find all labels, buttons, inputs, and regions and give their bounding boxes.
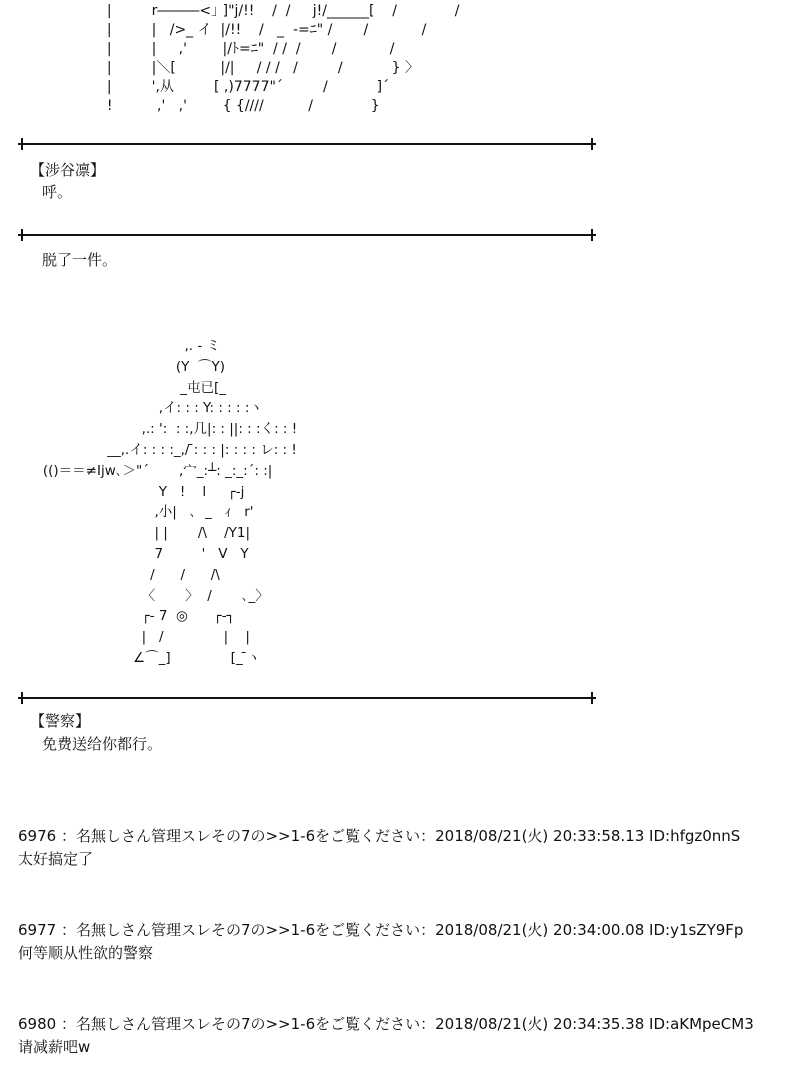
ascii-art-figure: [30, 336, 297, 669]
art-line: ∠⌒_] [_ ̄ヽ: [30, 649, 261, 666]
divider-cap: [21, 138, 23, 150]
art-line: ,小| ､ _ ｨ r': [30, 504, 254, 521]
post-body: 何等顺从性欲的警察: [18, 944, 154, 962]
art-line: ,. - ミ: [30, 338, 221, 354]
speaker-label: 【涉谷凛】: [30, 161, 106, 179]
post-body: 太好搞定了: [18, 850, 94, 868]
art-line: (Y ⌒Y): [30, 358, 226, 375]
art-line: _屯已[_: [30, 379, 226, 396]
dialogue-line: 呼。: [42, 183, 73, 201]
art-line: __,.イ: : : :_,/ ̄: : : |: : : : レ: : !: [30, 441, 297, 458]
art-line: / / /\: [30, 566, 220, 583]
speaker-label: 【警察】: [30, 712, 91, 730]
art-line: | | /\ /Y1|: [30, 525, 251, 542]
art-line: ! ,' ,' { {//// / }: [98, 98, 380, 114]
art-line: | / | |: [30, 629, 250, 646]
art-line: | ',从 [ ,)7777"´ / ]´: [98, 79, 390, 95]
divider-bar: [18, 697, 596, 699]
ascii-art-top: [98, 2, 460, 116]
divider-bar: [18, 143, 596, 145]
divider-rule: [18, 692, 596, 704]
art-line: ,.: ': : :,几|: : ||: : :く: : !: [30, 421, 298, 438]
art-line: | | ,' |/ﾄ=ﾆ" / / / / /: [98, 41, 395, 57]
divider-rule: [18, 229, 596, 241]
post-header: 6980 ：名無しさん管理スレその7の>>1-6をご覧ください：2018/08/21(火) 20:34:35.38 ID:aKMpeCM3: [18, 1015, 754, 1033]
divider-rule: [18, 138, 596, 150]
art-line: | | />_ イ |/!! / _ -=ﾆ" / / /: [98, 22, 427, 38]
divider-bar: [18, 234, 596, 236]
art-line: 〈 〉 / ､_〉: [30, 587, 269, 604]
divider-cap: [591, 229, 593, 241]
art-line: ,イ: : : Y: : : : :ヽ: [30, 400, 263, 417]
divider-cap: [591, 692, 593, 704]
divider-cap: [591, 138, 593, 150]
post-header: 6976 ：名無しさん管理スレその7の>>1-6をご覧ください：2018/08/21(火) 20:33:58.13 ID:hfgz0nnS: [18, 827, 741, 845]
art-line: | |＼[ |/| / / / / / } 〉: [98, 60, 419, 76]
divider-cap: [21, 229, 23, 241]
art-line: (()＝＝≠Ijw､＞"´ ,宀_:┴: _:_:´: :|: [30, 462, 273, 479]
art-line: | r―――<｣ ]"j/!! / / j!/______[ / /: [98, 3, 460, 19]
narration-line: 脱了一件。: [42, 251, 118, 269]
art-line: ┌‐ 7 ◎ ┌‐┐: [30, 608, 235, 625]
post-body: 请减薪吧w: [18, 1038, 91, 1056]
divider-cap: [21, 692, 23, 704]
art-line: 7 ' V Y: [30, 545, 249, 562]
dialogue-line: 免费送给你都行。: [42, 735, 163, 753]
post-header: 6977 ：名無しさん管理スレその7の>>1-6をご覧ください：2018/08/21(火) 20:34:00.08 ID:y1sZY9Fp: [18, 921, 744, 939]
art-line: Y ! l ┌‐j: [30, 483, 245, 500]
